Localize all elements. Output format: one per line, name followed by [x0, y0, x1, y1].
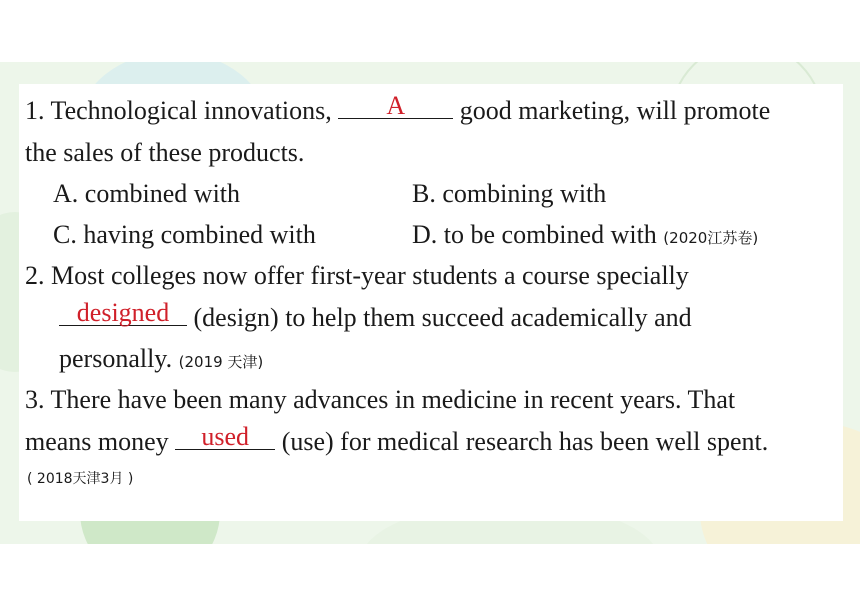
q1-line2: the sales of these products. — [25, 138, 305, 167]
q1-text-after: good marketing, will promote — [453, 96, 771, 125]
q2-source: (2019 天津) — [178, 353, 264, 371]
q1-option-d — [412, 220, 758, 253]
q2-text-after: (design) to help them succeed academically and — [187, 303, 692, 332]
q1-option-c: C. having combined with — [53, 220, 316, 249]
q2-line2 — [59, 298, 692, 333]
q3-answer: used — [201, 422, 250, 451]
q1-line1 — [25, 91, 771, 126]
q3-line1: 3. There have been many advances in medicine in recent years. That — [25, 385, 736, 414]
q2-text-personally: personally. — [59, 344, 179, 373]
q1-answer: A — [386, 91, 406, 120]
q3-source: ( 2018天津3月 ) — [27, 471, 134, 487]
exercise-card — [19, 84, 843, 521]
q1-source: (2020江苏卷) — [663, 229, 759, 247]
q1-option-b: B. combining with — [412, 179, 607, 208]
q2-answer: designed — [76, 298, 170, 327]
q1-blank — [338, 91, 453, 120]
q2-blank — [59, 298, 187, 327]
q2-line3 — [59, 344, 263, 377]
q1-option-a: A. combined with — [53, 179, 241, 208]
q3-blank — [175, 422, 275, 451]
q3-text-after: (use) for medical research has been well spent. — [275, 427, 769, 456]
q3-line2 — [25, 422, 769, 457]
q2-line1: 2. Most colleges now offer first-year students a course specially — [25, 261, 689, 290]
q1-text-before: 1. Technological innovations, — [25, 96, 339, 125]
q3-text-before: means money — [25, 427, 176, 456]
q1-option-d-text: D. to be combined with — [412, 220, 664, 249]
